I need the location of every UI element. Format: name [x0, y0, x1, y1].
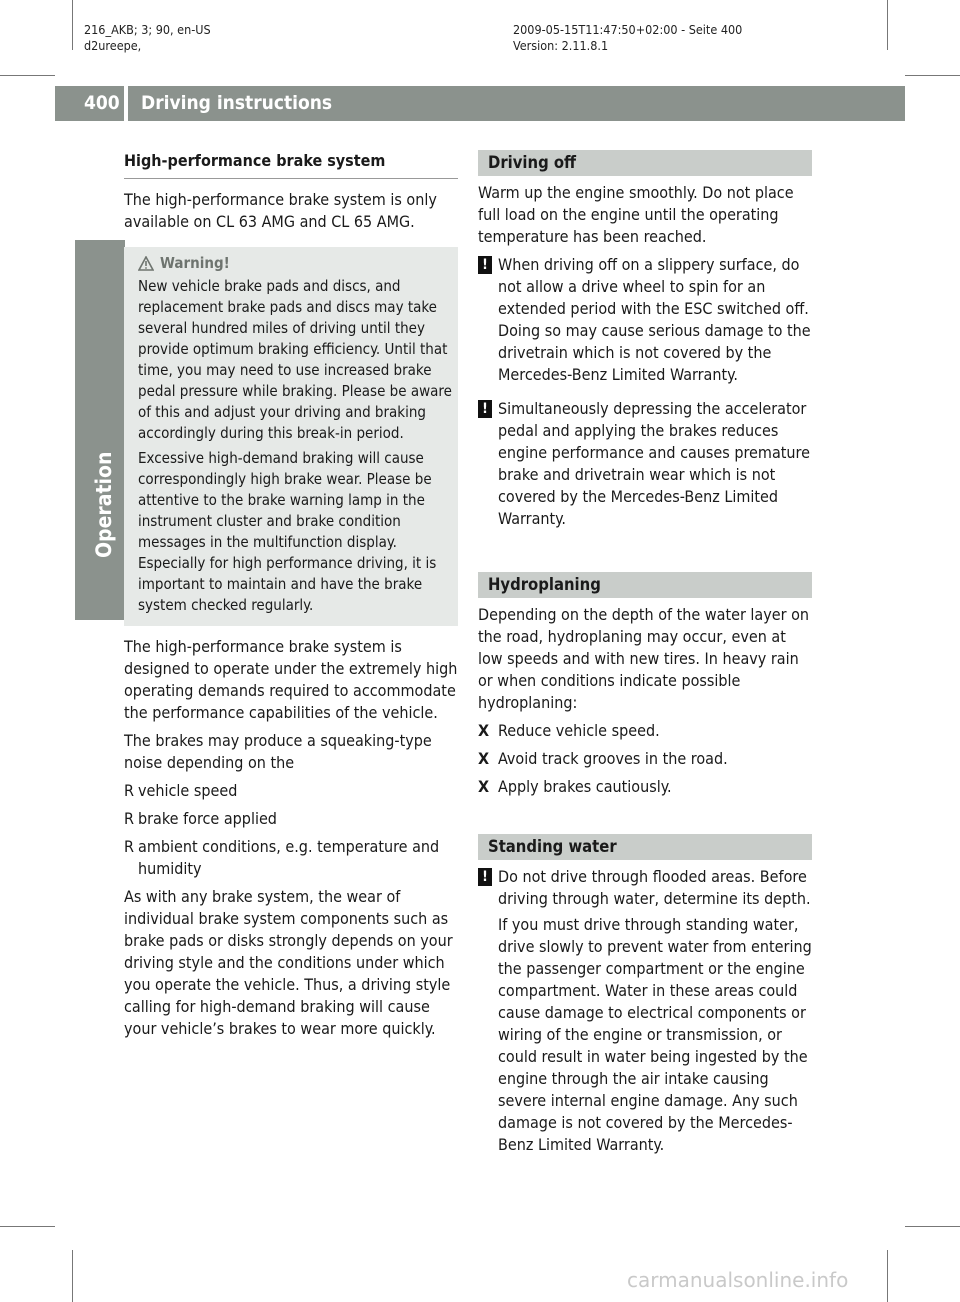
spacer: [478, 542, 812, 572]
instruction-step: [478, 720, 812, 742]
crop-mark: [905, 1226, 960, 1227]
warning-triangle-icon: [138, 256, 154, 271]
print-meta-line: 2009-05-15T11:47:50+02:00 - Seite 400: [513, 22, 743, 37]
right-column: [478, 150, 812, 1168]
list-item: [124, 836, 458, 880]
print-meta-left: [84, 22, 211, 54]
step-text: Apply brakes cautiously.: [498, 777, 672, 796]
page-title: Driving instructions: [141, 92, 333, 114]
print-meta-line: 216_AKB; 3; 90, en-US: [84, 22, 211, 37]
list-item-text: brake force applied: [138, 809, 277, 828]
bullet-marker: R: [124, 781, 134, 800]
left-column: [124, 150, 458, 1046]
step-text: Avoid track grooves in the road.: [498, 749, 728, 768]
warning-box: [124, 247, 458, 626]
watermark: carmanualsonline.info: [627, 1268, 849, 1292]
list-item: [124, 808, 458, 830]
note-text: Do not drive through flooded areas. Before driving through water, determine its depth.: [498, 867, 811, 908]
warning-header: [138, 253, 452, 274]
step-marker: X: [478, 777, 490, 796]
header-divider: [124, 60, 128, 130]
crop-mark: [887, 1250, 888, 1302]
note-item: [478, 254, 812, 386]
note-text: When driving off on a slippery surface, do not allow a drive wheel to spin for an extended period with the ESC switched off. Doing so may cause serious damage to the drivetrain which is not covered by the Mercedes-Benz Limited Warranty.: [498, 255, 811, 384]
bullet-marker: R: [124, 809, 134, 828]
warning-paragraph: New vehicle brake pads and discs, and replacement brake pads and discs may take several hundred miles of driving until they provide optimum braking efficiency. Until that time, you may need to use increased brake pedal pressure while braking. Please be aware of this and adjust your driving and braking accordingly during this break-in period.: [138, 277, 452, 442]
warning-paragraph: Excessive high-demand braking will cause correspondingly high brake wear. Please be attentive to the brake warning lamp in the instrument cluster and brake condition messages in the multifunction display. Especially for high performance driving, it is important to maintain and have the brake system checked regularly.: [138, 449, 437, 614]
paragraph: The brakes may produce a squeaking-type noise depending on the: [124, 731, 432, 772]
instruction-step: [478, 748, 812, 770]
note-item: [478, 398, 812, 530]
note-text: If you must drive through standing water, drive slowly to prevent water from entering the passenger compartment or the engine compartment. Water in these areas could cause damage to electrical components or wiring of the engine or transmission, or could result in water being ingested by the engine through the air intake causing severe internal engine damage. Any such damage is not covered by the Mercedes-Benz Limited Warranty.: [498, 915, 812, 1154]
spacer: [478, 804, 812, 834]
crop-mark: [0, 75, 55, 76]
page-number: 400: [84, 92, 120, 114]
exclamation-icon: !: [478, 256, 492, 274]
paragraph: The high-performance brake system is designed to operate under the extremely high operating demands required to accommodate the performance capabilities of the vehicle.: [124, 637, 458, 722]
crop-mark: [72, 1250, 73, 1302]
step-marker: X: [478, 749, 490, 768]
crop-mark: [887, 0, 888, 50]
step-text: Reduce vehicle speed.: [498, 721, 660, 740]
exclamation-icon: !: [478, 868, 492, 886]
step-marker: X: [478, 721, 490, 740]
instruction-step: [478, 776, 812, 798]
paragraph: The high-performance brake system is only available on CL 63 AMG and CL 65 AMG.: [124, 190, 437, 231]
warning-title: Warning!: [160, 254, 230, 272]
print-meta-line: Version: 2.11.8.1: [513, 38, 609, 53]
crop-mark: [72, 0, 73, 50]
section-heading: Hydroplaning: [478, 572, 812, 598]
print-meta-right: [513, 22, 742, 54]
section-heading: Standing water: [478, 834, 812, 860]
paragraph: Warm up the engine smoothly. Do not place full load on the engine until the operating temperature has been reached.: [478, 183, 794, 246]
note-text: Simultaneously depressing the accelerator pedal and applying the brakes reduces engine performance and causes premature brake and drivetrain wear which is not covered by the Mercedes-Benz Limited Warranty.: [498, 399, 810, 528]
section-heading: High-performance brake system: [124, 150, 458, 179]
section-heading: Driving off: [478, 150, 812, 176]
crop-mark: [905, 75, 960, 76]
side-tab-label: Operation: [92, 451, 116, 558]
list-item: [124, 780, 458, 802]
paragraph: Depending on the depth of the water layer on the road, hydroplaning may occur, even at low speeds and with new tires. In heavy rain or when conditions indicate possible hydroplaning:: [478, 605, 810, 712]
print-meta-line: d2ureepe,: [84, 38, 142, 53]
exclamation-icon: !: [478, 400, 492, 418]
side-tab-label-wrap: [82, 248, 116, 558]
paragraph: As with any brake system, the wear of individual brake system components such as brake pads or disks strongly depends on your driving style and the conditions under which you operate the vehicle. Thus, a driving style calling for high-demand braking will cause your vehicle’s brakes to wear more quickly.: [124, 887, 453, 1038]
list-item-text: ambient conditions, e.g. temperature and humidity: [138, 837, 440, 878]
note-item: [478, 866, 812, 1156]
list-item-text: vehicle speed: [138, 781, 238, 800]
crop-mark: [0, 1226, 55, 1227]
bullet-marker: R: [124, 837, 134, 856]
